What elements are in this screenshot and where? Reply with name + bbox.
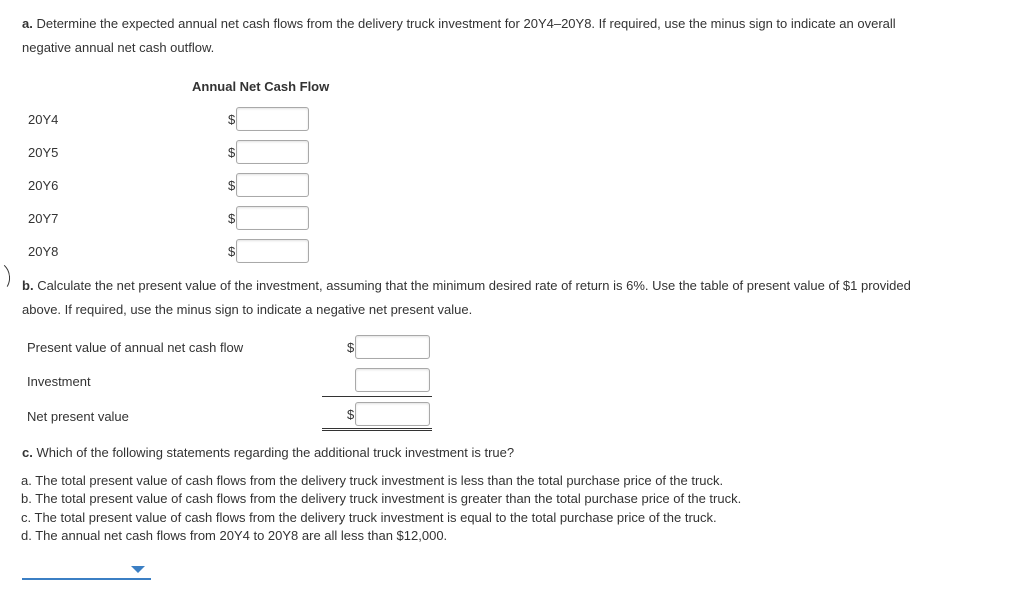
part-c-question-text: Which of the following statements regarding the additional truck investment is true? xyxy=(36,445,515,460)
part-a-label: a. xyxy=(22,16,33,31)
year-label-20y6: 20Y6 xyxy=(28,178,59,193)
pv-annual-cash-flow-label: Present value of annual net cash flow xyxy=(27,340,244,355)
currency-symbol: $ xyxy=(347,407,355,422)
option-letter: d. xyxy=(21,528,32,543)
option-text: The total present value of cash flows from the delivery truck investment is greater than the total purchase price of the truck. xyxy=(35,491,742,506)
net-present-value-label: Net present value xyxy=(27,409,129,424)
part-b-label: b. xyxy=(22,278,34,293)
pv-annual-cash-flow-input[interactable] xyxy=(355,335,430,359)
part-b-text-line1: Calculate the net present value of the investment, assuming that the minimum desired rate of return is 6%. Use the table of present value of $1 provided xyxy=(37,278,911,293)
investment-input[interactable] xyxy=(355,368,430,392)
net-present-value-input[interactable] xyxy=(355,402,430,426)
cash-flow-input-20y6[interactable] xyxy=(236,173,309,197)
answer-dropdown[interactable] xyxy=(22,556,151,580)
section-marker-arc xyxy=(0,260,12,293)
part-b-text-line2: above. If required, use the minus sign to indicate a negative net present value. xyxy=(22,302,473,317)
investment-label: Investment xyxy=(27,374,91,389)
option-c xyxy=(21,510,717,525)
part-a-text-line1: Determine the expected annual net cash flows from the delivery truck investment for 20Y4–20Y8. If required, use the minus sign to indicate an overall xyxy=(36,16,896,31)
cash-flow-input-20y5[interactable] xyxy=(236,140,309,164)
cash-flow-input-20y7[interactable] xyxy=(236,206,309,230)
currency-symbol: $ xyxy=(228,145,236,160)
part-c-question xyxy=(22,445,514,460)
total-double-rule xyxy=(322,428,432,431)
part-b-instructions xyxy=(22,274,911,322)
option-letter: c. xyxy=(21,510,32,525)
year-label-20y7: 20Y7 xyxy=(28,211,59,226)
currency-symbol: $ xyxy=(228,178,236,193)
option-text: The annual net cash flows from 20Y4 to 20Y8 are all less than $12,000. xyxy=(35,528,448,543)
currency-symbol: $ xyxy=(228,211,236,226)
caret-down-icon xyxy=(131,566,145,573)
part-c-label: c. xyxy=(22,445,33,460)
cash-flow-input-20y4[interactable] xyxy=(236,107,309,131)
currency-symbol: $ xyxy=(228,244,236,259)
option-a xyxy=(21,473,723,488)
option-d xyxy=(21,528,447,543)
part-a-instructions xyxy=(22,12,896,60)
currency-symbol: $ xyxy=(228,112,236,127)
year-label-20y5: 20Y5 xyxy=(28,145,59,160)
cash-flow-input-20y8[interactable] xyxy=(236,239,309,263)
option-text: The total present value of cash flows from the delivery truck investment is less than the total purchase price of the truck. xyxy=(35,473,724,488)
option-letter: a. xyxy=(21,473,32,488)
year-label-20y8: 20Y8 xyxy=(28,244,59,259)
part-a-text-line2: negative annual net cash outflow. xyxy=(22,40,215,55)
option-letter: b. xyxy=(21,491,32,506)
year-label-20y4: 20Y4 xyxy=(28,112,59,127)
option-text: The total present value of cash flows from the delivery truck investment is equal to the total purchase price of the truck. xyxy=(34,510,717,525)
annual-net-cash-flow-header: Annual Net Cash Flow xyxy=(192,79,330,94)
option-b xyxy=(21,491,741,506)
currency-symbol: $ xyxy=(347,340,355,355)
subtotal-rule xyxy=(322,396,432,397)
